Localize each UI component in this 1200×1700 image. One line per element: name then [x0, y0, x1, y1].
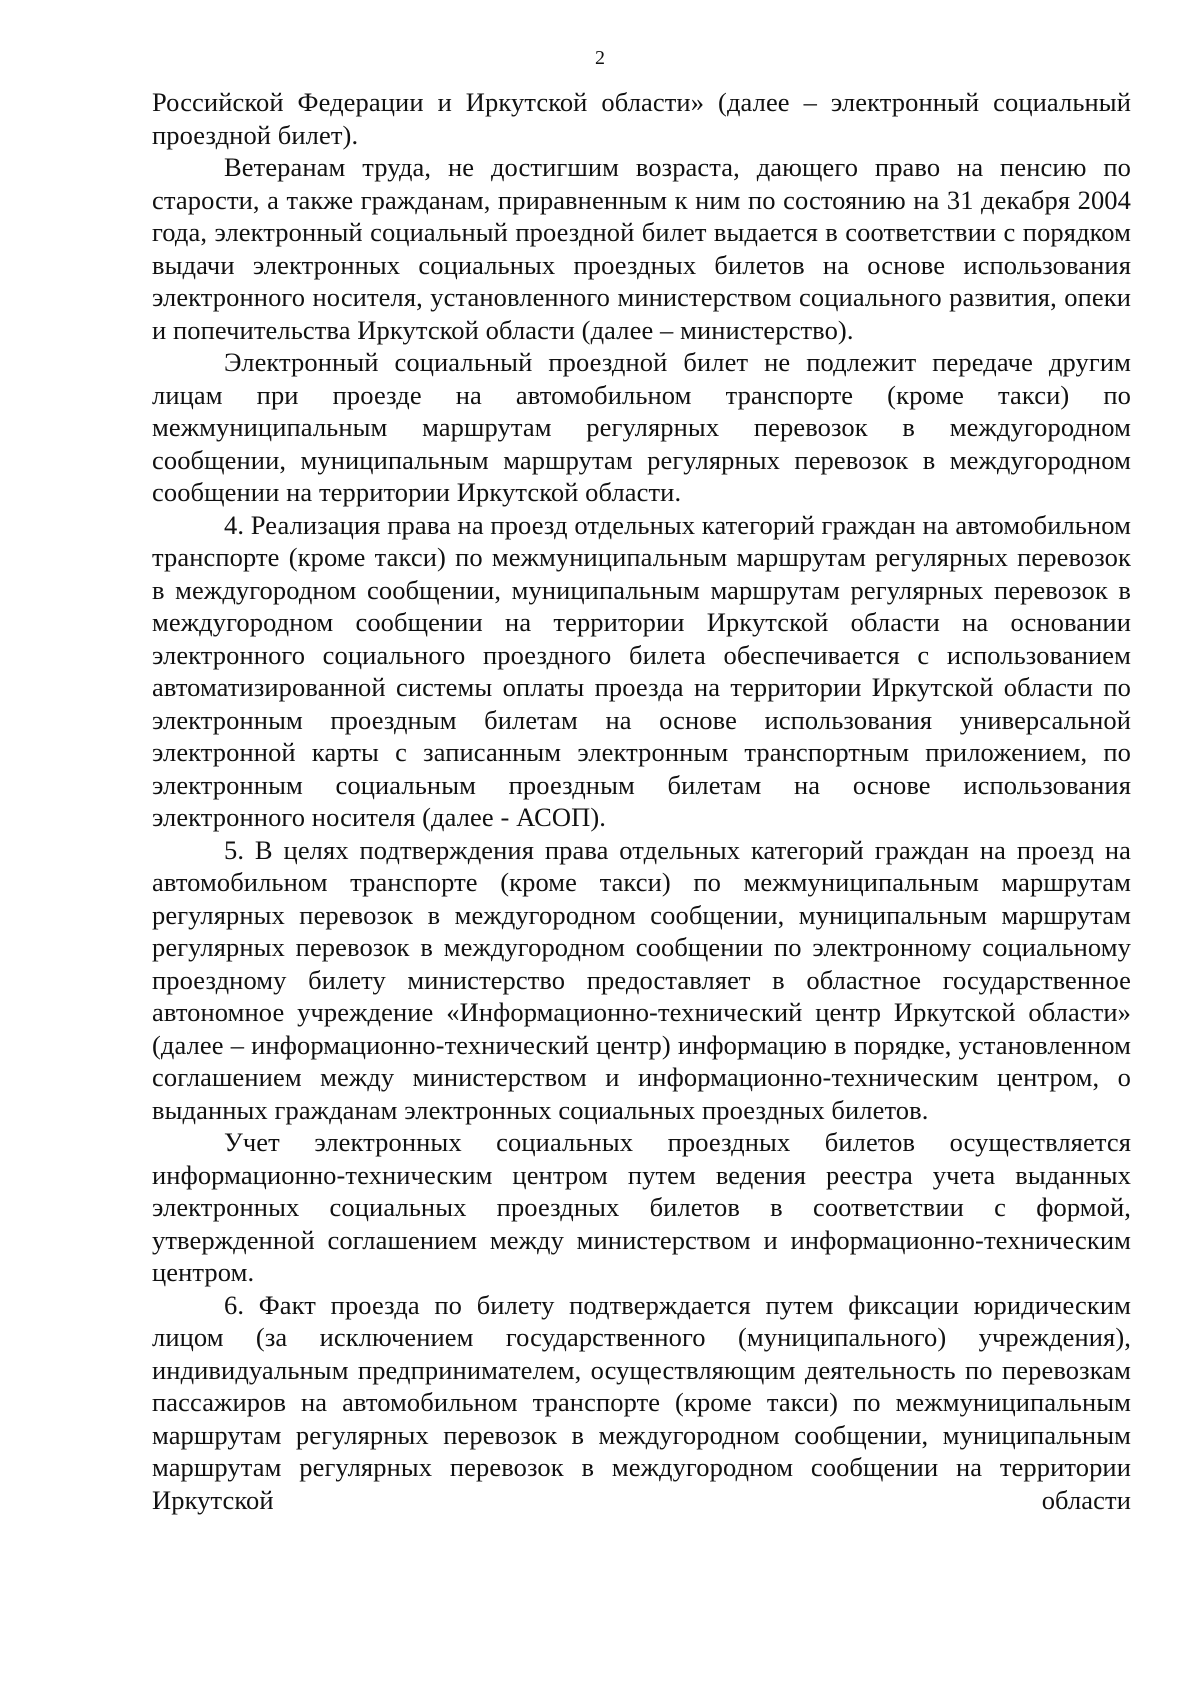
paragraph-continuation: Российской Федерации и Иркутской области» (далее – электронный социальный проездной билет). — [152, 87, 1131, 150]
document-body — [152, 86, 1131, 1516]
paragraph-item-6: 6. Факт проезда по билету подтверждается путем фиксации юридическим лицом (за исключением государственного (муниципального) учреждения), индивидуальным предпринимателем, осуществляющим деятельность по перевозкам пассажиров на автомобильном транспорте (кроме такси) по межмуниципальным маршрутам регулярных перевозок в междугородном сообщении, муниципальным маршрутам регулярных перевозок в междугородном сообщении на территории Иркутской области — [152, 1289, 1131, 1515]
paragraph-ticket-transfer: Электронный социальный проездной билет не подлежит передаче другим лицам при проезде на автомобильном транспорте (кроме такси) по межмуниципальным маршрутам регулярных перевозок в междугородном сообщении, муниципальным маршрутам регулярных перевозок в междугородном сообщении на территории Иркутской области. — [152, 347, 1131, 507]
paragraph-item-5: 5. В целях подтверждения права отдельных категорий граждан на проезд на автомобильном транспорте (кроме такси) по межмуниципальным маршрутам регулярных перевозок в междугородном сообщении, муниципальным маршрутам регулярных перевозок в междугородном сообщении по электронному социальному проездному билету министерство предоставляет в областное государственное автономное учреждение «Информационно-технический центр Иркутской области» (далее – информационно-технический центр) информацию в порядке, установленном соглашением между министерством и информационно-техническим центром, о выданных гражданам электронных социальных проездных билетов. — [152, 834, 1131, 1125]
paragraph-registry: Учет электронных социальных проездных билетов осуществляется информационно-техническим центром путем ведения реестра учета выданных электронных социальных проездных билетов в соответствии с формой, утвержденной соглашением между министерством и информационно-техническим центром. — [152, 1127, 1131, 1287]
paragraph-veterans: Ветеранам труда, не достигшим возраста, дающего право на пенсию по старости, а также гражданам, приравненным к ним по состоянию на 31 декабря 2004 года, электронный социальный проездной билет выдается в соответствии с порядком выдачи электронных социальных проездных билетов на основе использования электронного носителя, установленного министерством социального развития, опеки и попечительства Иркутской области (далее – министерство). — [152, 152, 1131, 345]
paragraph-item-4: 4. Реализация права на проезд отдельных категорий граждан на автомобильном транспорте (кроме такси) по межмуниципальным маршрутам регулярных перевозок в междугородном сообщении, муниципальным маршрутам регулярных перевозок в междугородном сообщении на территории Иркутской области на основании электронного социального проездного билета обеспечивается с использованием автоматизированной системы оплаты проезда на территории Иркутской области по электронным проездным билетам на основе использования универсальной электронной карты с записанным электронным транспортным приложением, по электронным социальным проездным билетам на основе использования электронного носителя (далее - АСОП). — [152, 509, 1131, 832]
page-number: 2 — [595, 47, 605, 69]
